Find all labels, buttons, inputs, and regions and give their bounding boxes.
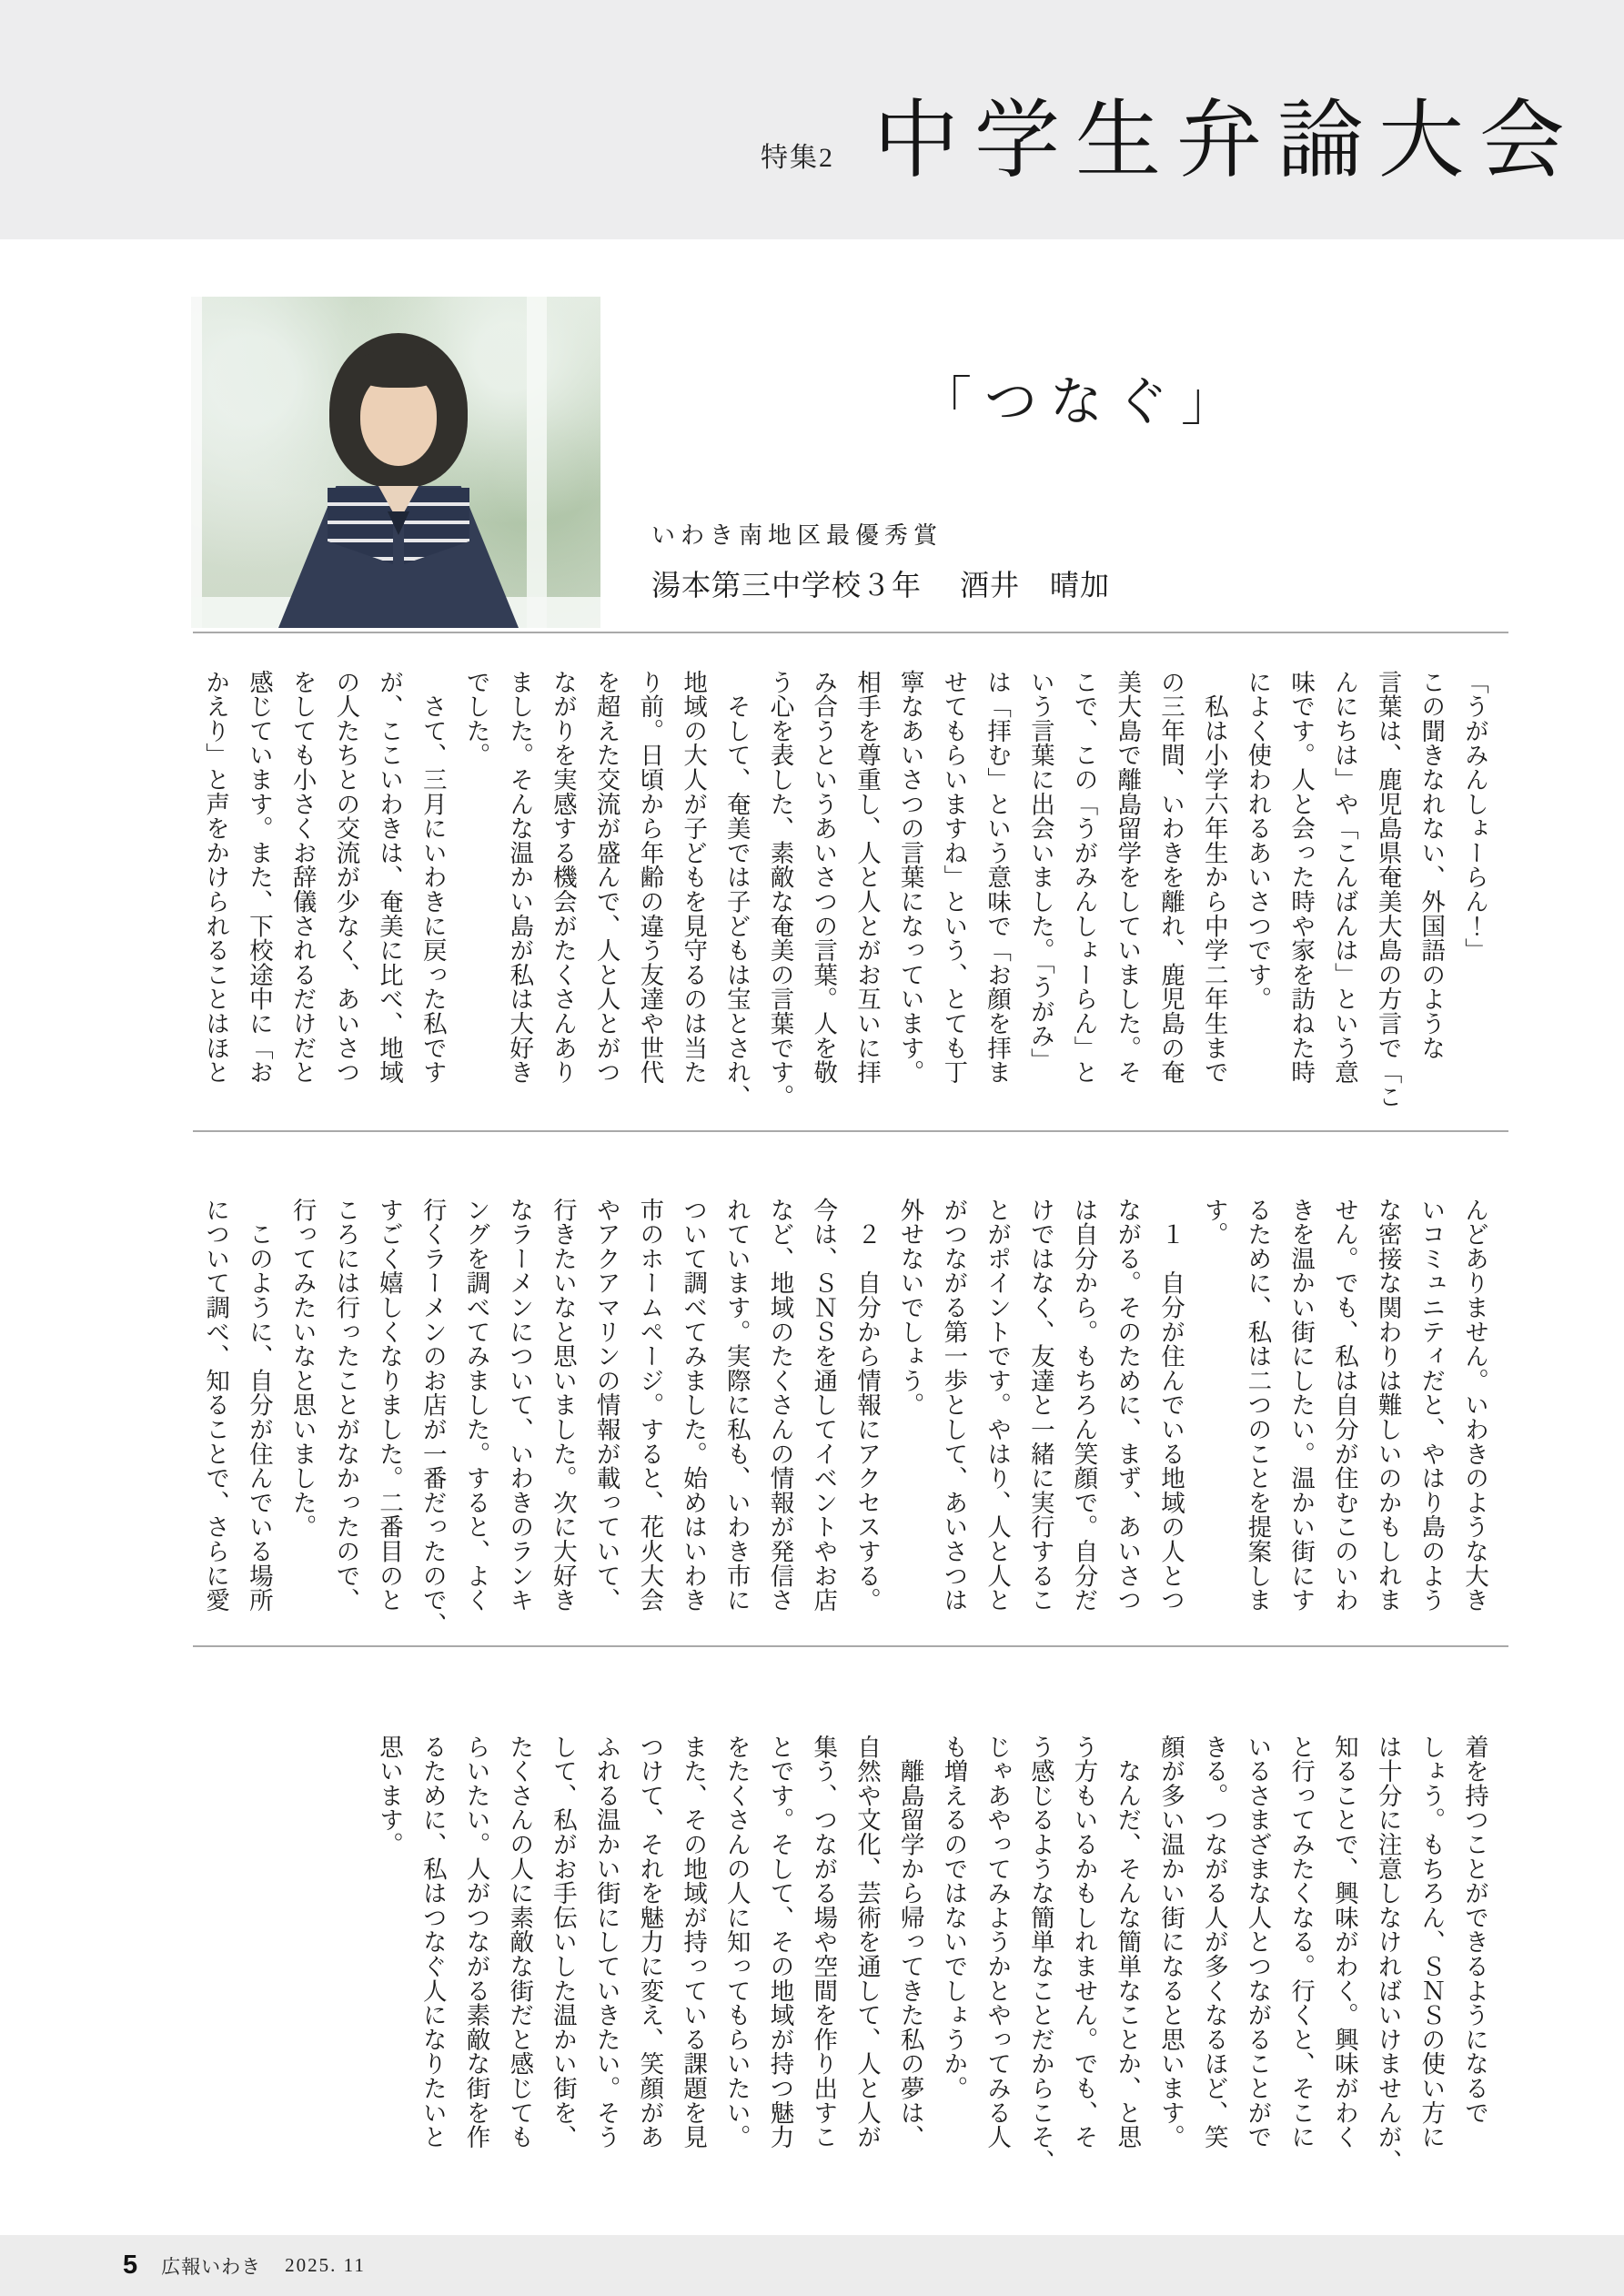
text-column: は「拝む」という意味で「お顔を拝ま bbox=[983, 670, 1012, 1085]
text-column: の人たちとの交流が少なく、あいさつ bbox=[332, 670, 360, 1085]
text-column: れています。実際に私も、いわき市に bbox=[722, 1198, 751, 1613]
text-column: んどありません。いわきのような大き bbox=[1461, 1198, 1488, 1613]
text-column: ついて調べてみました。始めはいわき bbox=[680, 1198, 708, 1613]
text-column: 寧なあいさつの言葉になっています。 bbox=[896, 670, 924, 1085]
text-column: が、ここいわきは、奄美に比べ、地域 bbox=[376, 670, 404, 1085]
text-column: 感じています。また、下校途中に「お bbox=[245, 670, 273, 1085]
text-column: やアクアマリンの情報が載っていて、 bbox=[592, 1198, 620, 1613]
text-column: るために、私はつなぐ人になりたいと bbox=[419, 1735, 447, 2149]
text-column: 行くラーメンのお店が一番だったので、 bbox=[419, 1198, 447, 1637]
student-photo bbox=[191, 297, 600, 628]
publication-issue: 2025. 11 bbox=[285, 2254, 366, 2276]
divider-rule bbox=[193, 1645, 1508, 1647]
text-column: ングを調べてみました。すると、よく bbox=[462, 1198, 490, 1613]
text-column: 着を持つことができるようになるで bbox=[1461, 1735, 1488, 2125]
text-column: らいたい。人がつながる素敵な街を作 bbox=[462, 1735, 490, 2149]
text-column: によく使われるあいさつです。 bbox=[1244, 670, 1272, 1012]
author-line bbox=[651, 562, 1110, 604]
text-column: 味です。人と会った時や家を訪ねた時 bbox=[1287, 670, 1316, 1085]
text-column: して、私がお手伝いした温かい街を、 bbox=[549, 1735, 577, 2149]
text-column: かえり」と声をかけられることはほと bbox=[202, 670, 230, 1085]
page-number: 5 bbox=[123, 2250, 138, 2280]
text-column: は十分に注意しなければいけませんが、 bbox=[1374, 1735, 1402, 2174]
text-column: をしても小さくお辞儀されるだけだと bbox=[288, 670, 317, 1085]
text-column: 行きたいなと思いました。次に大好き bbox=[549, 1198, 577, 1613]
text-column: 私は小学六年生から中学二年生まで bbox=[1200, 670, 1228, 1085]
text-column: ふれる温かい街にしていきたい。そう bbox=[592, 1735, 620, 2149]
speech-text-block-3 bbox=[193, 1735, 1496, 2174]
text-column: ころには行ったことがなかったので、 bbox=[332, 1198, 360, 1613]
speech-text-block-2 bbox=[193, 1198, 1496, 1637]
text-column: せてもらいますね」という、とても丁 bbox=[940, 670, 968, 1085]
text-column: ながりを実感する機会がたくさんあり bbox=[549, 670, 577, 1085]
text-column: すごく嬉しくなりました。二番目のと bbox=[376, 1198, 404, 1613]
text-column: るために、私は二つのことを提案しま bbox=[1244, 1198, 1272, 1613]
text-column: と行ってみたくなる。行くと、そこに bbox=[1287, 1735, 1316, 2149]
text-column: たくさんの人に素敵な街だと感じても bbox=[506, 1735, 534, 2149]
award-label: いわき南地区最優秀賞 bbox=[651, 522, 943, 549]
text-column: とがポイントです。やはり、人と人と bbox=[983, 1198, 1012, 1613]
text-column: 言葉は、鹿児島県奄美大島の方言で「こ bbox=[1374, 670, 1402, 1109]
text-column: 美大島で離島留学をしていました。そ bbox=[1114, 670, 1142, 1085]
text-column: の三年間、いわきを離れ、鹿児島の奄 bbox=[1156, 670, 1185, 1085]
text-column: けではなく、友達と一緒に実行するこ bbox=[1026, 1198, 1054, 1613]
text-column: 行ってみたいなと思いました。 bbox=[288, 1198, 317, 1540]
text-column: この聞きなれない、外国語のような bbox=[1417, 670, 1446, 1060]
window-frame-right bbox=[527, 297, 547, 628]
text-column: このように、自分が住んでいる場所 bbox=[245, 1198, 273, 1613]
text-column: いるさまざまな人とつながることがで bbox=[1244, 1735, 1272, 2149]
speech-text-block-1 bbox=[193, 670, 1496, 1109]
text-column: なラーメンについて、いわきのランキ bbox=[506, 1198, 534, 1613]
text-column: いう言葉に出会いました。「うがみ」 bbox=[1026, 670, 1054, 1073]
author-school-grade: 湯本第三中学校３年 bbox=[651, 569, 923, 602]
text-column: きる。つながる人が多くなるほど、笑 bbox=[1200, 1735, 1228, 2149]
text-column: をたくさんの人に知ってもらいたい。 bbox=[722, 1735, 751, 2149]
student-bangs bbox=[353, 349, 444, 388]
text-column: 顔が多い温かい街になると思います。 bbox=[1156, 1735, 1185, 2149]
divider-rule bbox=[193, 1130, 1508, 1132]
text-column: 集う、つながる場や空間を作り出すこ bbox=[810, 1735, 838, 2149]
text-column: 市のホームページ。すると、花火大会 bbox=[636, 1198, 664, 1613]
text-column: う感じるような簡単なことだからこそ、 bbox=[1026, 1735, 1054, 2174]
text-column: また、その地域が持っている課題を見 bbox=[680, 1735, 708, 2149]
text-column: つけて、それを魅力に変え、笑顔があ bbox=[636, 1735, 664, 2149]
text-column: り前。日頃から年齢の違う友達や世代 bbox=[636, 670, 664, 1085]
feature-header-band bbox=[0, 0, 1624, 239]
text-column: み合うというあいさつの言葉。人を敬 bbox=[810, 670, 838, 1085]
text-column: は自分から。もちろん笑顔で。自分だ bbox=[1070, 1198, 1098, 1613]
text-column: 今は、ＳＮＳを通してイベントやお店 bbox=[810, 1198, 838, 1613]
text-column: なんだ、そんな簡単なことか、と思 bbox=[1114, 1735, 1142, 2149]
text-column: こで、この「うがみんしょーらん」と bbox=[1070, 670, 1098, 1085]
text-column: 「うがみんしょーらん！」 bbox=[1461, 670, 1488, 963]
page-footer-band bbox=[0, 2235, 1624, 2296]
text-column: せん。でも、私は自分が住むこのいわ bbox=[1330, 1198, 1358, 1613]
text-column: さて、三月にいわきに戻った私です bbox=[419, 670, 447, 1085]
text-column: な密接な関わりは難しいのかもしれま bbox=[1374, 1198, 1402, 1613]
text-column: す。 bbox=[1200, 1198, 1228, 1247]
speech-title: 「つなぐ」 bbox=[919, 372, 1247, 431]
text-column: ながる。そのために、まず、あいさつ bbox=[1114, 1198, 1142, 1613]
text-column: など、地域のたくさんの情報が発信さ bbox=[766, 1198, 794, 1613]
text-column: について調べ、知ることで、さらに愛 bbox=[202, 1198, 230, 1613]
text-column: う心を表した、素敵な奄美の言葉です。 bbox=[766, 670, 794, 1109]
text-column: いコミュニティだと、やはり島のよう bbox=[1417, 1198, 1446, 1613]
text-column: ２ 自分から情報にアクセスする。 bbox=[852, 1198, 881, 1613]
text-column: を超えた交流が盛んで、人と人とがつ bbox=[592, 670, 620, 1085]
text-column: 相手を尊重し、人と人とがお互いに拝 bbox=[852, 670, 881, 1085]
text-column: １ 自分が住んでいる地域の人とつ bbox=[1156, 1198, 1185, 1613]
text-column: う方もいるかもしれません。でも、そ bbox=[1070, 1735, 1098, 2149]
text-column: そして、奄美では子どもは宝とされ、 bbox=[722, 670, 751, 1109]
text-column: んにちは」や「こんばんは」という意 bbox=[1330, 670, 1358, 1085]
window-frame-left bbox=[191, 297, 202, 628]
text-column: 地域の大人が子どもを見守るのは当た bbox=[680, 670, 708, 1085]
text-column: とです。そして、その地域が持つ魅力 bbox=[766, 1735, 794, 2149]
divider-rule bbox=[193, 632, 1508, 633]
text-column: 思います。 bbox=[376, 1735, 404, 1856]
text-column: 外せないでしょう。 bbox=[896, 1198, 924, 1418]
text-column: がつながる第一歩として、あいさつは bbox=[940, 1198, 968, 1613]
text-column: きを温かい街にしたい。温かい街にす bbox=[1287, 1198, 1316, 1613]
author-name: 酒井 晴加 bbox=[960, 569, 1111, 602]
text-column: 離島留学から帰ってきた私の夢は、 bbox=[896, 1735, 924, 2149]
text-column: でした。 bbox=[462, 670, 490, 768]
text-column: しょう。もちろん、ＳＮＳの使い方に bbox=[1417, 1735, 1446, 2149]
text-column: も増えるのではないでしょうか。 bbox=[940, 1735, 968, 2100]
text-column: 自然や文化、芸術を通して、人と人が bbox=[852, 1735, 881, 2149]
feature-number-label: 特集2 bbox=[761, 143, 834, 173]
text-column: 知ることで、興味がわく。興味がわく bbox=[1330, 1735, 1358, 2149]
feature-title: 中学生弁論大会 bbox=[873, 94, 1581, 188]
text-column: じゃあやってみようかとやってみる人 bbox=[983, 1735, 1012, 2149]
text-column: ました。そんな温かい島が私は大好き bbox=[506, 670, 534, 1085]
publication-name: 広報いわき bbox=[161, 2255, 262, 2278]
